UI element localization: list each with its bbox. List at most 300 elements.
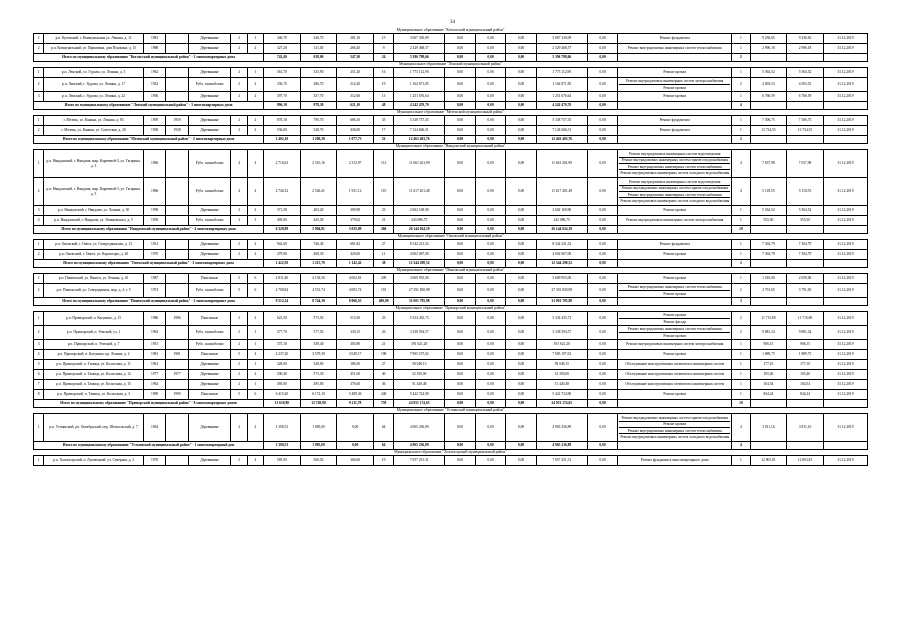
total-area-sum: 1 300,53 (264, 442, 301, 450)
fund-owners: 52 350,00 (536, 370, 587, 380)
work-type-item: Ремонт внутридомовых инженерных систем водоотведения (619, 152, 730, 158)
wall-material: Деревянные (188, 34, 231, 44)
work-types-empty (618, 226, 732, 234)
floor-count: 5 (231, 350, 247, 360)
total-area: 4 237,20 (264, 350, 301, 360)
repair-cost-sum: 4 965 236,89 (394, 442, 445, 450)
residential-area-sum: 5 035,09 (337, 226, 374, 234)
work-type-item: Ремонт фасада (663, 319, 687, 324)
work-type-item: Ремонт кровли (663, 94, 687, 99)
work-count-sum: 4 (732, 442, 750, 450)
floor-count: 5 (231, 284, 247, 298)
total-row (34, 260, 868, 268)
work-count: 1 (732, 126, 750, 136)
fund-local: 0,00 (506, 68, 537, 78)
work-type-item: Ремонт фундамента многоквартирного дома (640, 458, 709, 463)
fund-owners: 5 422 724,90 (536, 390, 587, 400)
work-types-empty (618, 136, 732, 144)
row-number: 1 (34, 456, 44, 466)
fund-federal: 0,00 (445, 326, 476, 340)
year-reconstruction (166, 206, 188, 216)
fund-local: 0,00 (506, 414, 537, 442)
fund-owners-sum: 5 396 798,66 (536, 54, 587, 62)
residential-area: 214,20 (337, 78, 374, 92)
max-unit-cost-empty (787, 442, 824, 450)
row-number: 2 (34, 284, 44, 298)
work-type-item: Ремонт внутридомовых инженерных систем электроснабжения (626, 342, 724, 347)
max-unit-cost: 906,15 (787, 340, 824, 350)
residential-area-sum: 547,30 (337, 54, 374, 62)
resident-count: 17 (373, 126, 393, 136)
completion-date: 31.12.2019 (823, 92, 867, 102)
completion-date: 31.12.2019 (823, 250, 867, 260)
unit-cost-empty (750, 298, 787, 306)
work-types (618, 34, 732, 44)
wall-material: Деревянные (188, 240, 231, 250)
resident-count: 110 (373, 178, 393, 206)
unit-cost: 6 766,59 (750, 92, 787, 102)
max-unit-cost: 7 304,79 (787, 250, 824, 260)
work-types-empty (618, 298, 732, 306)
total-area: 500,40 (264, 370, 301, 380)
fund-local: 0,00 (506, 206, 537, 216)
house-address: р.п. Коммунальный, ул. Пришвина, дом Пушкина, д. 15 (44, 44, 144, 54)
total-area: 479,90 (264, 250, 301, 260)
completion-date-empty (823, 442, 867, 450)
row-number: 1 (34, 274, 44, 284)
year-built: 1970 (143, 456, 165, 466)
table-row (34, 116, 868, 126)
fund-owners-sum: 26 144 024,19 (536, 226, 587, 234)
floor-count: 2 (231, 370, 247, 380)
table-row (34, 44, 868, 54)
row-number: 1 (34, 414, 44, 442)
resident-count: 21 (373, 216, 393, 226)
resident-count: 26 (373, 326, 393, 340)
work-count-sum: 2 (732, 136, 750, 144)
entrance-count: 2 (247, 250, 263, 260)
fund-federal: 0,00 (445, 340, 476, 350)
fund-owners: 5 338 757,35 (536, 116, 587, 126)
year-built: 1987 (143, 274, 165, 284)
floor-count: 2 (231, 68, 247, 78)
resident-count-sum: 266 (373, 226, 393, 234)
fund-federal-sum: 0,00 (445, 442, 476, 450)
row-number: 1 (34, 34, 44, 44)
fund-regional: 0,00 (475, 284, 506, 298)
repair-cost: 2 329 468,57 (394, 44, 445, 54)
house-address: р.п. Приморский, п. Катунино, д. 15 (44, 312, 144, 326)
wall-material: Рубл. шлакоблоки (188, 150, 231, 178)
completion-date: 31.12.2019 (823, 456, 867, 466)
fund-owners-sum: 31 001 785,98 (536, 298, 587, 306)
fund-other: 0,00 (587, 340, 618, 350)
fund-owners: 27 391 830,98 (536, 284, 587, 298)
year-reconstruction (166, 240, 188, 250)
row-number: 3 (34, 340, 44, 350)
max-unit-cost: 177,10 (787, 360, 824, 370)
fund-regional: 0,00 (475, 340, 506, 350)
year-built: 1931 (143, 240, 165, 250)
fund-owners: 1 773 112,90 (536, 68, 587, 78)
unit-cost: 7 304,79 (750, 250, 787, 260)
fund-federal-sum: 0,00 (445, 226, 476, 234)
fund-federal: 0,00 (445, 350, 476, 360)
fund-other: 0,00 (587, 326, 618, 340)
fund-regional-sum: 0,00 (475, 54, 506, 62)
fund-local: 0,00 (506, 126, 537, 136)
resident-count: 40 (373, 370, 393, 380)
year-built: 1966 (143, 178, 165, 206)
work-type-item: Ремонт внутридомовых инженерных систем холодного водоснабжения (620, 198, 730, 203)
fund-local: 0,00 (506, 44, 537, 54)
completion-date: 31.12.2019 (823, 274, 867, 284)
fund-other: 0,00 (587, 250, 618, 260)
house-address: г. Мезень, ул. Канина, ул. Советская, д. 20 (44, 126, 144, 136)
resident-count-sum: 400,00 (373, 298, 393, 306)
fund-owners: 7 057 251,31 (536, 456, 587, 466)
total-area-sum: 743,40 (264, 54, 301, 62)
table-row (34, 414, 868, 442)
premises-area: 746,40 (300, 240, 337, 250)
max-unit-cost: 9 236,65 (787, 34, 824, 44)
unit-cost: 844,24 (750, 390, 787, 400)
year-built: 1963 (143, 326, 165, 340)
work-type-item: Ремонт внутридомовых инженерных систем холодного водоснабжения (620, 170, 730, 175)
repair-cost: 2 602 169,90 (394, 206, 445, 216)
fund-owners: 3 067 330,09 (536, 34, 587, 44)
entrance-count: 2 (247, 370, 263, 380)
house-address: р.п. Няндомский, г. Няндома, мкр. Карачевой-3, ул. Гагарина, д. 5 (44, 178, 144, 206)
repair-cost: 5 334 435,73 (394, 312, 445, 326)
fund-regional: 0,00 (475, 206, 506, 216)
floor-count: 2 (231, 380, 247, 390)
fund-federal: 0,00 (445, 44, 476, 54)
house-address: р.п. Пинежский, ул. Пинега, ул. Ленина, д. 43 (44, 274, 144, 284)
fund-other: 0,00 (587, 312, 618, 326)
resident-count-sum: 739 (373, 400, 393, 408)
work-type-item: Ремонт кровли (663, 70, 687, 75)
resident-count: 64 (373, 414, 393, 442)
fund-owners: 1 251 676,64 (536, 92, 587, 102)
fund-owners: 391 621,20 (536, 340, 587, 350)
fund-federal: 0,00 (445, 68, 476, 78)
wall-material: Деревянные (188, 116, 231, 126)
fund-federal: 0,00 (445, 92, 476, 102)
fund-other-sum: 0,00 (587, 400, 618, 408)
total-row (34, 136, 868, 144)
residential-area: 379,02 (337, 216, 374, 226)
work-count: 2 (732, 284, 750, 298)
total-row (34, 102, 868, 110)
row-number: 2 (34, 44, 44, 54)
fund-local: 0,00 (506, 92, 537, 102)
fund-other-sum: 0,00 (587, 102, 618, 110)
work-count: 1 (732, 456, 750, 466)
premises-area: 4 551,74 (300, 284, 337, 298)
repair-cost: 1 251 676,64 (394, 92, 445, 102)
fund-other: 0,00 (587, 92, 618, 102)
fund-other: 0,00 (587, 284, 618, 298)
year-reconstruction (166, 150, 188, 178)
fund-other: 0,00 (587, 360, 618, 370)
work-count: 4 (732, 414, 750, 442)
fund-local: 0,00 (506, 78, 537, 92)
repair-cost: 51 440,48 (394, 380, 445, 390)
total-label: Итого по муниципальному образованию "Ленский муниципальный район" - 3 многоквартирных дома (34, 102, 264, 110)
unit-cost-empty (750, 226, 787, 234)
floor-count: 2 (231, 126, 247, 136)
work-type-item: Ремонт фундамента (659, 36, 690, 41)
wall-material: Деревянные (188, 380, 231, 390)
work-types (618, 370, 732, 380)
fund-federal-sum: 0,00 (445, 400, 476, 408)
completion-date: 31.12.2019 (823, 350, 867, 360)
premises-area: 6 172,10 (300, 390, 337, 400)
fund-regional-sum: 0,00 (475, 298, 506, 306)
fund-local: 0,00 (506, 216, 537, 226)
fund-owners-sum: 12 463 403,76 (536, 136, 587, 144)
year-built: 1988 (143, 44, 165, 54)
total-area-sum: 9 512,24 (264, 298, 301, 306)
premises-area: 403,20 (300, 206, 337, 216)
house-address: р.п. Няндомский, г. Няндома, мкр. Карачевой-3, ул. Гагарина, д. 3 (44, 150, 144, 178)
completion-date: 31.12.2019 (823, 390, 867, 400)
floor-count: 2 (231, 92, 247, 102)
entrance-count: 2 (247, 240, 263, 250)
total-area: 2 746,32 (264, 178, 301, 206)
table-row (34, 312, 868, 326)
premises-area: 2 546,41 (300, 178, 337, 206)
resident-count-sum: 48 (373, 102, 393, 110)
total-area: 878,10 (264, 116, 301, 126)
year-built: 1974 (143, 284, 165, 298)
fund-other: 0,00 (587, 126, 618, 136)
premises-area: 326,70 (300, 34, 337, 44)
fund-owners: 11 661 261,99 (536, 150, 587, 178)
unit-cost-empty (750, 102, 787, 110)
work-types-empty (618, 442, 732, 450)
work-types (618, 78, 732, 92)
max-unit-cost-empty (787, 298, 824, 306)
premises-area: 1 085,00 (300, 414, 337, 442)
work-type-item: Ремонт внутридомовых инженерных систем электроснабжения (626, 218, 724, 223)
row-number: 3 (34, 92, 44, 102)
completion-date-empty (823, 102, 867, 110)
floor-count: 2 (231, 206, 247, 216)
premises-area: 560,50 (300, 456, 337, 466)
fund-local-sum: 0,00 (506, 136, 537, 144)
work-types (618, 340, 732, 350)
total-area: 623,50 (264, 312, 301, 326)
premises-area: 495,00 (300, 380, 337, 390)
year-reconstruction: 1938 (166, 126, 188, 136)
work-count: 1 (732, 380, 750, 390)
completion-date-empty (823, 400, 867, 408)
work-count: 1 (732, 340, 750, 350)
table-row (34, 240, 868, 250)
unit-cost-empty (750, 54, 787, 62)
repair-cost-sum: 24 051 174,65 (394, 400, 445, 408)
total-area: 397,70 (264, 92, 301, 102)
register-table (33, 28, 868, 466)
year-reconstruction (166, 92, 188, 102)
fund-local: 0,00 (506, 240, 537, 250)
repair-cost: 7 124 606,51 (394, 126, 445, 136)
repair-cost: 52 350,00 (394, 370, 445, 380)
fund-local-sum: 0,00 (506, 260, 537, 268)
completion-date: 31.12.2019 (823, 414, 867, 442)
table-row (34, 370, 868, 380)
wall-material: Деревянные (188, 414, 231, 442)
house-address: р.п. Ленский, г. Урдома, ул. Ленина, д. 17 (44, 78, 144, 92)
completion-date: 31.12.2019 (823, 240, 867, 250)
fund-regional: 0,00 (475, 78, 506, 92)
work-count: 1 (732, 92, 750, 102)
fund-local: 0,00 (506, 312, 537, 326)
municipality-title: Муниципальное образование "Пинежский муниципальный район" (34, 268, 868, 274)
fund-other-sum: 0,00 (587, 54, 618, 62)
work-count: 2 (732, 326, 750, 340)
work-count: 1 (732, 68, 750, 78)
fund-federal: 0,00 (445, 206, 476, 216)
unit-cost: 104,54 (750, 380, 787, 390)
fund-regional: 0,00 (475, 390, 506, 400)
repair-cost: 243 086,75 (394, 216, 445, 226)
work-types (618, 150, 732, 178)
wall-material: Рубл. шлакоблоки (188, 326, 231, 340)
residential-area: 312,60 (337, 92, 374, 102)
fund-local: 0,00 (506, 340, 537, 350)
work-count-sum: 2 (732, 54, 750, 62)
fund-federal-sum: 0,00 (445, 102, 476, 110)
max-unit-cost: 12 803,81 (787, 456, 824, 466)
fund-local-sum: 0,00 (506, 298, 537, 306)
work-type-item: Ремонт внутридомовых инженерных систем водоотведения (619, 180, 730, 186)
residential-area: 186,50 (337, 360, 374, 370)
work-type-item: Ремонт кровли (663, 352, 687, 357)
max-unit-cost-empty (787, 400, 824, 408)
work-types-empty (618, 54, 732, 62)
fund-local-sum: 0,00 (506, 102, 537, 110)
fund-regional: 0,00 (475, 414, 506, 442)
work-type-item: Ремонт внутридомовых инженерных систем электроснабжения (619, 79, 730, 85)
work-type-item: Ремонт внутридомовых инженерных систем горячего водоснабжения (619, 186, 730, 192)
max-unit-cost: 844,24 (787, 390, 824, 400)
fund-federal-sum: 0,00 (445, 298, 476, 306)
fund-other-sum: 0,00 (587, 136, 618, 144)
floor-count: 2 (231, 414, 247, 442)
premises-area-sum: 5 904,81 (300, 226, 337, 234)
entrance-count: 4 (247, 178, 263, 206)
work-types (618, 206, 732, 216)
max-unit-cost: 5 118,55 (787, 178, 824, 206)
total-area: 6 415,20 (264, 390, 301, 400)
work-type-item: Ремонт кровли (663, 392, 687, 397)
year-built: 1938 (143, 126, 165, 136)
year-reconstruction: 1959 (166, 116, 188, 126)
fund-owners: 3 338 594,57 (536, 326, 587, 340)
fund-other-sum: 0,00 (587, 442, 618, 450)
fund-federal: 0,00 (445, 380, 476, 390)
year-reconstruction (166, 250, 188, 260)
repair-cost: 11 661 261,99 (394, 150, 445, 178)
premises-area: 4 192,56 (300, 274, 337, 284)
fund-other: 0,00 (587, 350, 618, 360)
residential-area-sum: 1 142,42 (337, 260, 374, 268)
unit-cost: 105,40 (750, 370, 787, 380)
residential-area: 513,30 (337, 312, 374, 326)
floor-count: 2 (231, 78, 247, 92)
table-row (34, 126, 868, 136)
residential-area: 305,80 (337, 340, 374, 350)
unit-cost: 4 003,53 (750, 78, 787, 92)
total-label: Итого по муниципальному образованию "Няндомский муниципальный район" - 4 многоквартирных дома (34, 226, 264, 234)
row-number: 2 (34, 78, 44, 92)
work-count: 1 (732, 250, 750, 260)
fund-federal: 0,00 (445, 34, 476, 44)
work-type-item: Ремонт внутридомовых инженерных систем теплоснабжения (619, 285, 730, 291)
year-reconstruction (166, 274, 188, 284)
fund-regional: 0,00 (475, 380, 506, 390)
unit-cost-empty (750, 442, 787, 450)
premises-area-sum: 638,00 (300, 54, 337, 62)
row-number: 2 (34, 250, 44, 260)
unit-cost: 11 715,69 (750, 312, 787, 326)
work-type-item: Ремонт внутридомовых инженерных систем теплоснабжения (619, 428, 730, 434)
house-address: р.п. Ленский, г. Урдома, ул. Ленина, д. 22 (44, 92, 144, 102)
work-types (618, 216, 732, 226)
residential-area: 5 489,36 (337, 390, 374, 400)
total-area-sum: 1 402,10 (264, 136, 301, 144)
resident-count: 23 (373, 206, 393, 216)
repair-cost: 27 391 830,98 (394, 284, 445, 298)
total-area: 371,58 (264, 206, 301, 216)
fund-owners: 4 965 236,89 (536, 414, 587, 442)
fund-federal: 0,00 (445, 360, 476, 370)
completion-date: 31.12.2019 (823, 326, 867, 340)
premises-area: 333,90 (300, 68, 337, 78)
repair-cost-sum: 31 001 785,98 (394, 298, 445, 306)
work-count: 1 (732, 274, 750, 284)
residential-area: 686,10 (337, 116, 374, 126)
fund-federal: 0,00 (445, 78, 476, 92)
work-count: 1 (732, 206, 750, 216)
work-count: 1 (732, 44, 750, 54)
entrance-count: 3 (247, 216, 263, 226)
unit-cost: 12 803,81 (750, 456, 787, 466)
entrance-count: 4 (247, 350, 263, 360)
entrance-count: 1 (247, 34, 263, 44)
residential-area: 376,60 (337, 380, 374, 390)
total-area: 495,00 (264, 216, 301, 226)
premises-area: 311,30 (300, 44, 337, 54)
entrance-count: 6 (247, 284, 263, 298)
wall-material: Рубл. шлакоблоки (188, 78, 231, 92)
floor-count: 2 (231, 456, 247, 466)
residential-area: 1 951,12 (337, 178, 374, 206)
total-area: 327,20 (264, 44, 301, 54)
residential-area-sum: 8 066,55 (337, 298, 374, 306)
house-address: р.п. Онежский, г. Онега, ул. Северодвинская, д. 13 (44, 240, 144, 250)
work-type-item: Ремонт внутридомовых инженерных систем теплоснабжения (619, 327, 730, 333)
year-reconstruction (166, 456, 188, 466)
unit-cost: 3 791,65 (750, 284, 787, 298)
max-unit-cost: 7 304,79 (787, 240, 824, 250)
work-count: 1 (732, 116, 750, 126)
fund-owners-sum: 4 242 470,70 (536, 102, 587, 110)
floor-count: 5 (231, 390, 247, 400)
